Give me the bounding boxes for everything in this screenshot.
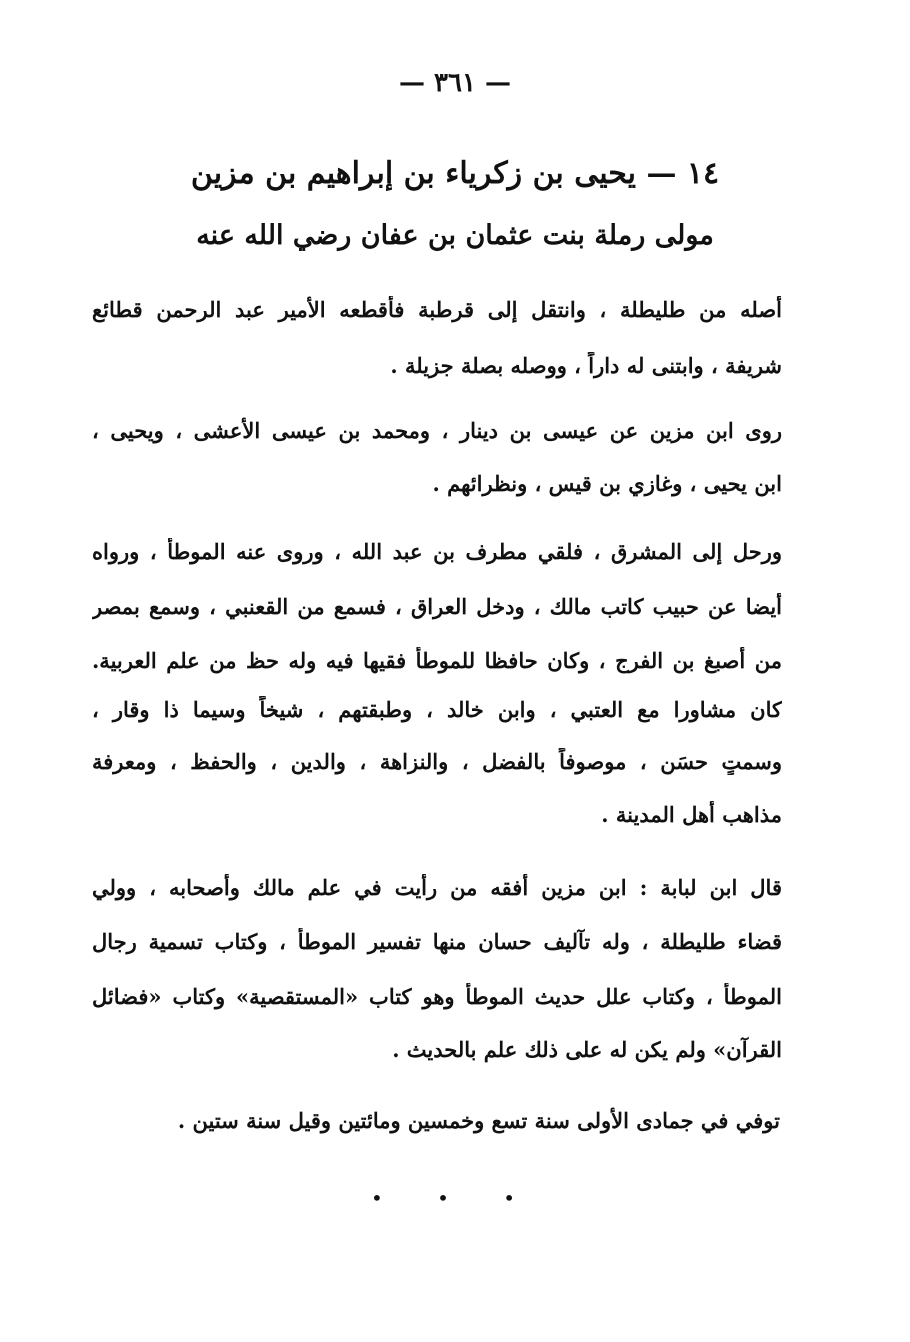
text-line: أيضا عن حبيب كاتب مالك ، ودخل العراق ، فسمع من القعنبي ، وسمع بمصر — [92, 594, 782, 619]
text-line: مذاهب أهل المدينة . — [601, 802, 782, 827]
text-line: قضاء طليطلة ، وله تآليف حسان منها تفسير الموطأ ، وكتاب تسمية رجال — [92, 929, 782, 954]
text-line: ورحل إلى المشرق ، فلقي مطرف بن عبد الله ، وروى عنه الموطأ ، ورواه — [92, 539, 782, 564]
text-line: وسمتٍ حسَنٍ ، موصوفاً بالفضل ، والنزاهة ، والدين ، والحفظ ، ومعرفة — [92, 749, 782, 774]
text-line: شريفة ، وابتنى له داراً ، ووصله بصلة جزيلة . — [390, 353, 782, 378]
text-line: أصله من طليطلة ، وانتقل إلى قرطبة فأقطعه الأمير عبد الرحمن قطائع — [92, 297, 782, 322]
text-line: الموطأ ، وكتاب علل حديث الموطأ وهو كتاب «المستقصية» وكتاب «فضائل — [92, 984, 782, 1009]
text-line: قال ابن لبابة : ابن مزين أفقه من رأيت في علم مالك وأصحابه ، وولي — [92, 875, 782, 900]
entry-title: ١٤ — يحيى بن زكرياء بن إبراهيم بن مزين — [190, 156, 720, 191]
section-separator: • • • — [370, 1186, 540, 1210]
text-line: كان مشاورا مع العتبي ، وابن خالد ، وطبقتهم ، شيخاً وسيما ذا وقار ، — [92, 697, 782, 722]
text-line: القرآن» ولم يكن له على ذلك علم بالحديث . — [392, 1037, 782, 1062]
text-line: من أصبغ بن الفرج ، وكان حافظا للموطأ فقيها فيه وله حظ من علم العربية. — [92, 648, 782, 673]
entry-subtitle: مولى رملة بنت عثمان بن عفان رضي الله عنه — [196, 220, 714, 251]
page-number: — ٣٦١ — — [398, 68, 512, 98]
text-line: روى ابن مزين عن عيسى بن دينار ، ومحمد بن عيسى الأعشى ، ويحيى ، — [92, 418, 782, 443]
text-line: توفي في جمادى الأولى سنة تسع وخمسين ومائتين وقيل سنة ستين . — [177, 1108, 780, 1133]
text-line: ابن يحيى ، وغازي بن قيس ، ونظرائهم . — [432, 471, 782, 496]
